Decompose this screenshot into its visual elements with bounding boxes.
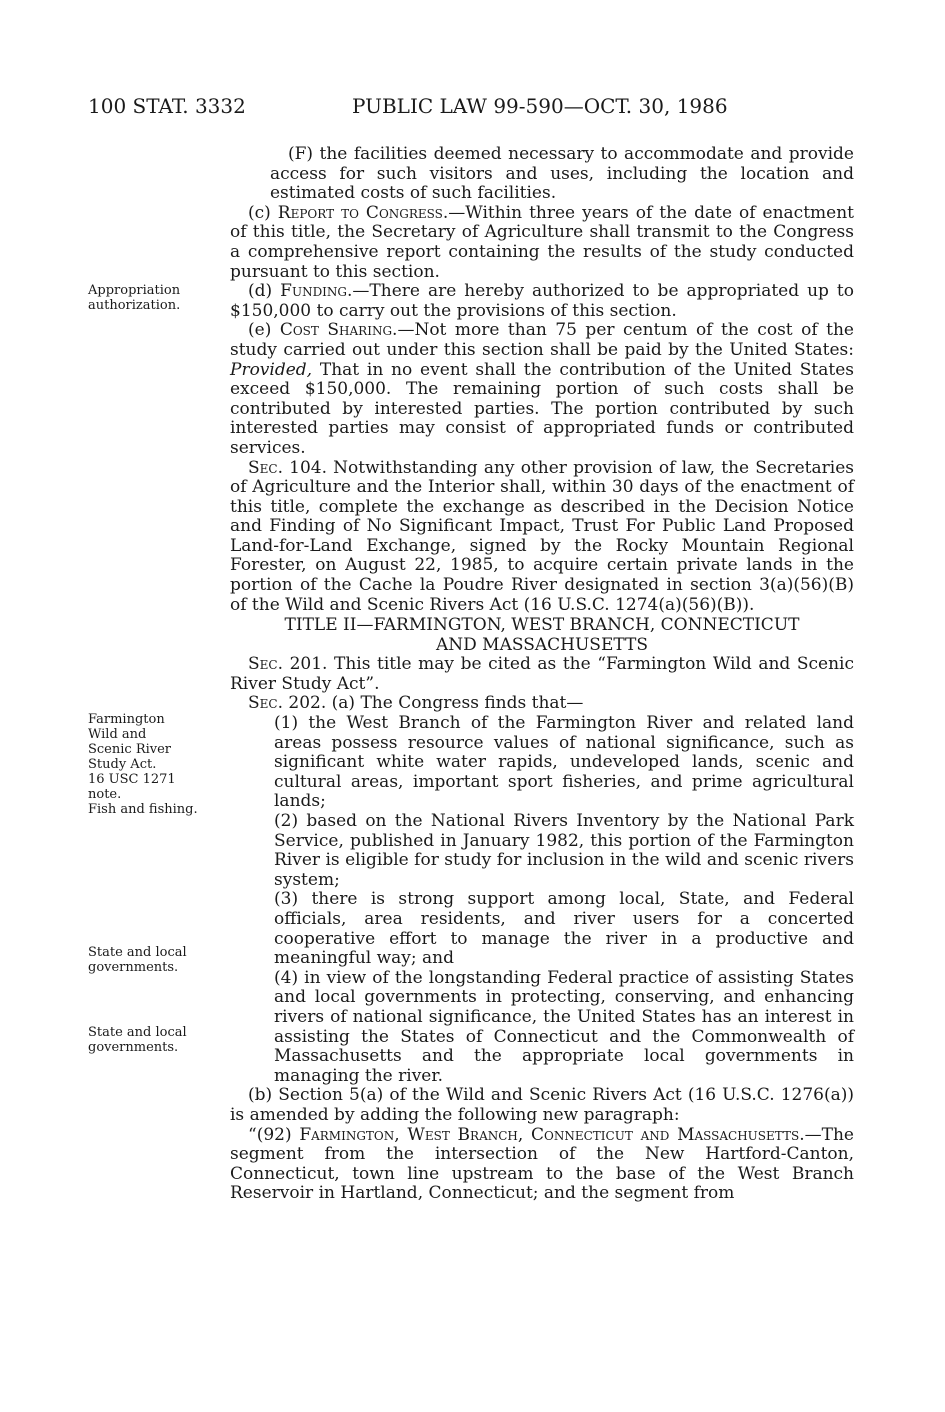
section-label: Sec <box>248 457 278 478</box>
margin-note-state-local-1 <box>88 945 220 975</box>
subsection-text: .—Not more than 75 per centum of the cost of the study carried out under this section shall be paid by the United States: <box>230 320 854 360</box>
page-number-header: 100 STAT. 3332 <box>88 94 246 118</box>
paragraph-e <box>230 321 854 458</box>
margin-note-line: Wild and <box>88 727 147 742</box>
subsection-label: (c) <box>248 202 278 223</box>
paragraph-text: .—The segment from the intersection of the New Hartford-Canton, Connecticut, town line upstream to the base of the West Branch Reservoir in Hartland, Connecticut; and the segment from <box>230 1124 854 1204</box>
margin-note-line: Appropriation <box>88 283 181 298</box>
section-text: . 202. (a) The Congress finds that— <box>277 693 584 714</box>
title-ii-heading <box>230 615 854 655</box>
margin-note-line: 16 USC 1271 <box>88 772 176 787</box>
finding-1: (1) the West Branch of the Farmington River and related land areas possess resource values of national significance, such as significant white water rapids, undeveloped lands, scenic and cultural areas, important sport fisheries, and prime agricultural lands; <box>274 713 854 812</box>
subsection-b: (b) Section 5(a) of the Wild and Scenic Rivers Act (16 U.S.C. 1276(a)) is amended by adding the following new paragraph: <box>230 1085 854 1125</box>
margin-note-line: note. <box>88 787 122 802</box>
running-header: PUBLIC LAW 99-590—OCT. 30, 1986 <box>352 94 728 118</box>
section-202 <box>230 694 854 714</box>
margin-note-appropriation <box>88 283 220 313</box>
main-text <box>230 145 854 1204</box>
paragraph-f: (F) the facilities deemed necessary to accommodate and provide access for such visitors and uses, including the location and estimated costs of such facilities. <box>270 144 854 204</box>
subsection-text: .—There are hereby authorized to be appropriated up to $150,000 to carry out the provisions of this section. <box>230 281 854 321</box>
subsection-label: (e) <box>248 320 280 341</box>
provided-italic: Provided, <box>230 359 313 380</box>
subsection-heading: Funding <box>280 281 348 302</box>
finding-2: (2) based on the National Rivers Inventory by the National Park Service, published in January 1982, this portion of the Farmington River is eligible for study for inclusion in the wild and scenic rivers system; <box>274 811 854 890</box>
margin-note-farmington <box>88 712 220 817</box>
paragraph-c <box>230 204 854 282</box>
section-text: . 104. Notwithstanding any other provision of law, the Secretaries of Agriculture and the Interior shall, within 30 days of the enactment of this title, complete the exchange as described in the Decision Notice and Finding of No Significant Impact, Trust For Public Land Proposed Land-for-Land Exchange, signed by the Rocky Mountain Regional Forester, on August 22, 1985, to acquire certain private lands in the portion of the Cache la Poudre River designated in section 3(a)(56)(B) of the Wild and Scenic Rivers Act (16 U.S.C. 1274(a)(56)(B)). <box>230 457 854 615</box>
margin-note-line: Scenic River <box>88 742 172 757</box>
section-label: Sec <box>248 654 278 675</box>
margin-note-line: State and local <box>88 1025 187 1040</box>
subsection-heading: Cost Sharing <box>279 320 393 341</box>
finding-4: (4) in view of the longstanding Federal practice of assisting States and local governments in protecting, conserving, and enhancing rivers of national significance, the United States has an interest in assisting the States of Connecticut and the Commonwealth of Massachusetts and the appropriate local governments in managing the river. <box>274 967 854 1086</box>
margin-note-line: State and local <box>88 945 187 960</box>
paragraph-d <box>230 282 854 321</box>
subsection-label: (d) <box>248 281 281 302</box>
margin-note-line: Fish and fishing. <box>88 802 198 817</box>
finding-3: (3) there is strong support among local, State, and Federal officials, area residents, and river users for a concerted cooperative effort to manage the river in a productive and meaningful way; and <box>274 889 854 969</box>
section-201 <box>230 655 854 694</box>
subsection-text: That in no event shall the contribution of the United States exceed $150,000. The remaining portion of such costs shall be contributed by interested parties. The portion contributed by such interested parties may consist of appropriated funds or contributed services. <box>230 359 854 458</box>
margin-note-line: governments. <box>88 1040 179 1055</box>
margin-note-line: Study Act. <box>88 757 157 772</box>
paragraph-label: “(92) <box>248 1124 300 1145</box>
subsection-text: .—Within three years of the date of enactment of this title, the Secretary of Agriculture shall transmit to the Congress a comprehensive report containing the results of the study conducted pursuant to this section. <box>230 202 854 282</box>
section-label: Sec <box>248 693 278 714</box>
section-text: . 201. This title may be cited as the “Farmington Wild and Scenic River Study Act”. <box>230 654 854 694</box>
margin-note-line: authorization. <box>88 298 181 313</box>
title-line: AND MASSACHUSETTS <box>436 635 648 656</box>
margin-note-line: Farmington <box>88 712 165 727</box>
paragraph-heading: Farmington, West Branch, Connecticut and Massachusetts <box>299 1124 800 1145</box>
title-line: TITLE II—FARMINGTON, WEST BRANCH, CONNECTICUT <box>284 615 800 636</box>
section-104 <box>230 459 854 616</box>
subsection-heading: Report to Congress <box>277 202 443 223</box>
paragraph-92 <box>230 1126 854 1204</box>
margin-note-line: governments. <box>88 960 179 975</box>
margin-note-state-local-2 <box>88 1025 220 1055</box>
